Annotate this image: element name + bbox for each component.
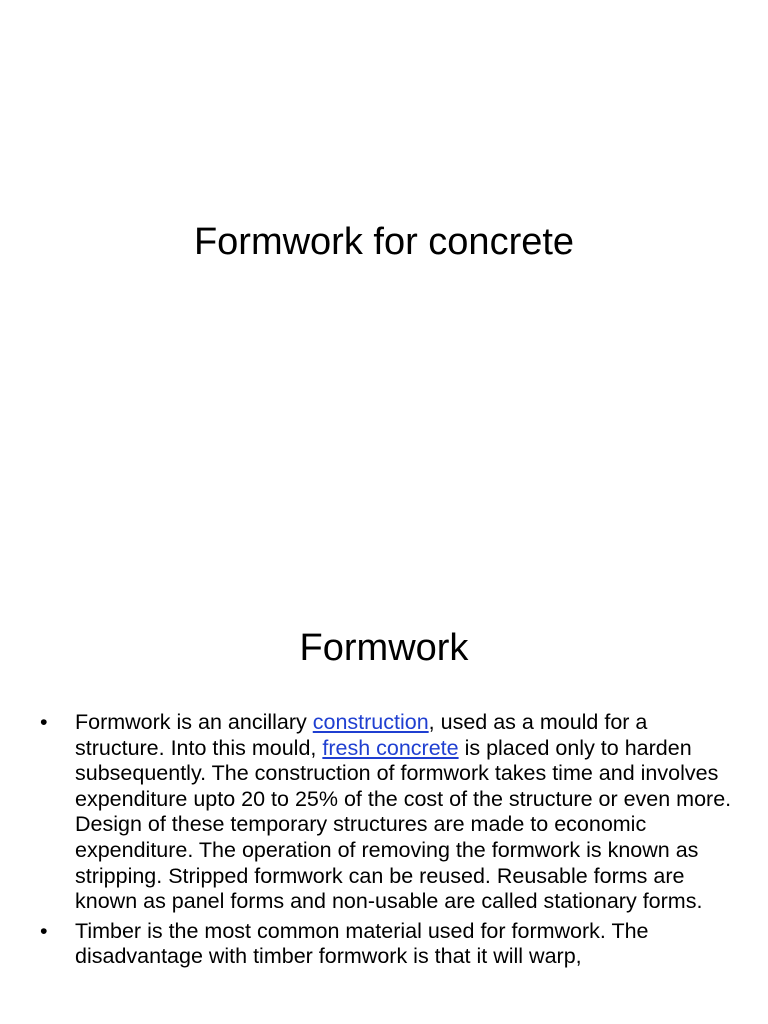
bullet-text-part: is placed only to harden subsequently. The construction of formwork takes time and involves expenditure upto 20 to 25% of the cost of the structure or even more. Design of these temporary structures are made to economic expenditure. The operation of removing the formwork is known as stripping. Stripped formwork can be reused. Reusable forms are known as panel forms and non-usable are called stationary forms.	[75, 735, 732, 914]
fresh-concrete-link[interactable]: fresh concrete	[322, 735, 459, 760]
bullet-item-formwork-definition	[38, 710, 738, 915]
bullet-list	[38, 710, 738, 974]
bullet-icon: •	[40, 710, 48, 734]
content-slide-title: Formwork	[299, 627, 469, 669]
slide-title: Formwork for concrete	[193, 221, 575, 263]
bullet-icon: •	[40, 918, 48, 943]
construction-link[interactable]: construction	[312, 710, 429, 734]
bullet-text: Timber is the most common material used for formwork. The disadvantage with timber formwork is that it will warp,	[75, 918, 649, 969]
content-slide	[0, 576, 768, 1024]
bullet-text-part: Formwork is an ancillary	[75, 710, 313, 734]
bullet-text-part: , used as a mould for a structure. Into this mould,	[75, 710, 648, 760]
bullet-item-timber	[38, 919, 738, 970]
